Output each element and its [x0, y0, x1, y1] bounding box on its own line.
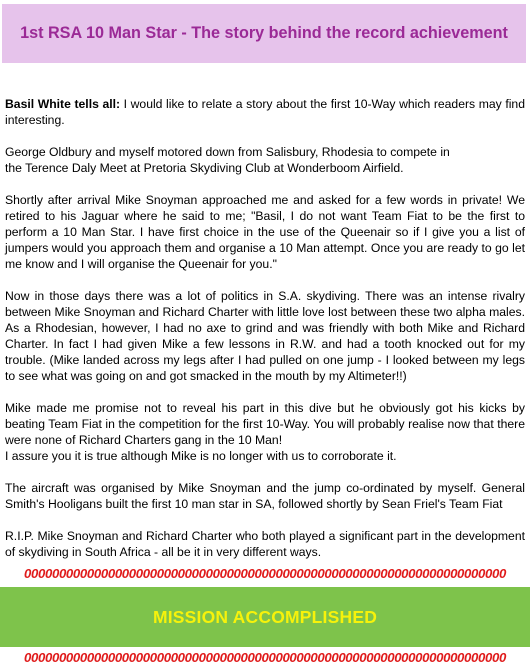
mission-banner [0, 587, 530, 647]
paragraph-snoyman-request: Shortly after arrival Mike Snoyman approached me and asked for a few words in private! We retired to his Jaguar where he said to me; "Basil, I do not want Team Fiat to be the first to perform a 10 Man Star. I have first choice in the use of the Queenair so if I give you a list of jumpers would you approach them and organise a 10 Man attempt. Once you are ready to go let me know and I will organise the Queenair for you." [5, 193, 525, 271]
paragraph-promise-text: Mike made me promise not to reveal his part in this dive but he obviously got his kicks by beating Team Fiat in the competition for the first 10-Way. You will probably realise now that there were none of Richard Charters gang in the 10 Man! [5, 401, 525, 447]
page-title: 1st RSA 10 Man Star - The story behind the record achievement [20, 24, 508, 42]
zeros-divider-top: 000000000000000000000000000000000000000000000000000000000000000000000 [24, 566, 506, 581]
banner-text: MISSION ACCOMPLISHED [152, 606, 378, 627]
intro-text: I would like to relate a story about the first 10-Way which readers may find interesting. [5, 97, 525, 127]
article-body [5, 96, 525, 560]
paragraph-politics: Now in those days there was a lot of politics in S.A. skydiving. There was an intense rivalry between Mike Snoyman and Richard Charter with little love lost between these two alpha males. As a Rhodesian, however, I had no axe to grind and was friendly with both Mike and Richard Charter. In fact I had given Mike a few lessons in R.W. and had a tooth knocked out for my trouble. (Mike landed across my legs after I had pulled on one jump - I looked between my legs to see what was going on and got smacked in the mouth by my Altimeter!!) [5, 289, 525, 383]
intro-lead: Basil White tells all: [5, 97, 121, 111]
paragraph-promise-line-2: I assure you it is true although Mike is no longer with us to corroborate it. [5, 449, 397, 463]
paragraph-travel-line-1: George Oldbury and myself motored down from Salisbury, Rhodesia to compete in [5, 145, 450, 159]
paragraph-travel-line-2: the Terence Daly Meet at Pretoria Skydiving Club at Wonderboom Airfield. [5, 161, 404, 175]
zeros-divider-bottom: 000000000000000000000000000000000000000000000000000000000000000000000 [24, 650, 506, 665]
title-bar [2, 4, 526, 63]
paragraph-rip: R.I.P. Mike Snoyman and Richard Charter who both played a significant part in the development of skydiving in South Africa - all be it in very different ways. [5, 529, 525, 559]
paragraph-travel [5, 144, 525, 176]
paragraph-intro [5, 96, 525, 128]
paragraph-aircraft: The aircraft was organised by Mike Snoyman and the jump co-ordinated by myself. General Smith's Hooligans built the first 10 man star in SA, followed shortly by Sean Friel's Team Fiat [5, 481, 525, 511]
paragraph-promise [5, 400, 525, 464]
